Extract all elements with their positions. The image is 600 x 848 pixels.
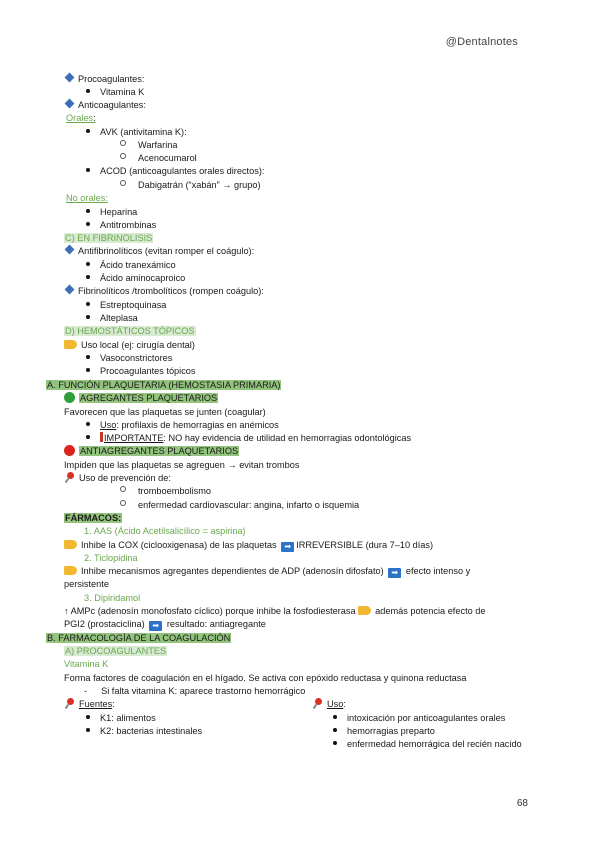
subheading	[64, 392, 218, 404]
paragraph: Favorecen que las plaquetas se junten (coagular)	[64, 407, 266, 417]
list-item	[333, 712, 505, 724]
heading-text: C) EN FIBRINOLISIS	[65, 233, 153, 243]
paragraph: Impiden que las plaquetas se agreguen → evitan trombos	[64, 460, 300, 470]
pushpin-icon	[312, 698, 323, 709]
list-item	[64, 539, 433, 552]
item-text: enfermedad hemorrágica del recién nacido	[347, 739, 522, 749]
section-heading	[46, 632, 231, 644]
list-heading: Fuentes:	[64, 698, 115, 710]
item-text: Inhibe mecanismos agregantes dependientes de ADP (adenosín difosfato)	[81, 566, 384, 576]
list-item	[86, 219, 156, 231]
list-item	[120, 179, 261, 191]
item-text: Ácido tranexámico	[100, 260, 176, 270]
bullet-icon	[86, 435, 90, 439]
circle-bullet-icon	[120, 500, 126, 506]
heading-text: A. FUNCIÓN PLAQUETARIA (HEMOSTASIA PRIMARIA)	[47, 380, 281, 390]
list-item	[120, 152, 197, 164]
right-arrow-icon: ➡	[149, 621, 162, 631]
list-item	[64, 472, 171, 484]
list-item	[120, 499, 359, 511]
circle-bullet-icon	[120, 486, 126, 492]
item-label: IMPORTANTE	[104, 433, 164, 443]
page-number: 68	[516, 798, 528, 809]
list-item	[86, 365, 196, 377]
list-item	[333, 725, 435, 737]
circle-bullet-icon	[120, 153, 126, 159]
item-text: Procoagulantes tópicos	[100, 366, 196, 376]
item-text: Orales	[66, 113, 94, 123]
list-item	[86, 299, 166, 311]
bullet-icon	[86, 728, 90, 732]
diamond-bullet-icon	[65, 245, 75, 255]
item-text: Dabigatrán (“xabán” → grupo)	[138, 180, 261, 190]
pointing-hand-icon	[358, 606, 371, 615]
list-item	[86, 126, 187, 138]
heading-text: ANTIAGREGANTES PLAQUETARIOS	[80, 446, 239, 456]
heading-text: FÁRMACOS:	[65, 513, 122, 523]
bullet-icon	[86, 168, 90, 172]
pointing-hand-icon	[64, 340, 77, 349]
heading-text: B. FARMACOLOGÍA DE LA COAGULACIÓN	[47, 633, 231, 643]
subheading-orales: Orales:	[66, 113, 96, 123]
bullet-icon	[86, 89, 90, 93]
heading-text: A) PROCOAGULANTES	[65, 646, 167, 656]
list-item	[333, 738, 522, 750]
item-text: ↑ AMPc (adenosín monofosfato cíclico) porque inhibe la fosfodiesterasa	[64, 606, 356, 616]
diamond-bullet-icon	[65, 285, 75, 295]
circle-bullet-icon	[120, 140, 126, 146]
item-text: Procoagulantes:	[78, 74, 145, 84]
item-text: Ácido aminocaproico	[100, 273, 186, 283]
heading-text: AGREGANTES PLAQUETARIOS	[80, 393, 218, 403]
list-item	[86, 165, 264, 177]
bullet-icon	[86, 368, 90, 372]
list-item	[66, 245, 254, 257]
item-label: Uso	[100, 420, 117, 430]
header-handle: @Dentalnotes	[445, 36, 518, 48]
item-text: Estreptoquinasa	[100, 300, 167, 310]
item-text: Warfarina	[138, 140, 178, 150]
bullet-icon	[86, 262, 90, 266]
list-item	[86, 725, 202, 737]
list-item	[84, 685, 305, 697]
item-text: PGI2 (prostaciclina)	[64, 619, 145, 629]
item-text: Alteplasa	[100, 313, 138, 323]
right-arrow-icon: ➡	[281, 542, 294, 552]
item-text: K2: bacterias intestinales	[100, 726, 203, 736]
heading-text: D) HEMOSTÁTICOS TÓPICOS	[65, 326, 195, 336]
bullet-icon	[86, 302, 90, 306]
item-text: tromboembolismo	[138, 486, 212, 496]
subheading-no-orales: No orales:	[66, 193, 108, 203]
subheading	[64, 512, 122, 524]
bullet-icon	[86, 275, 90, 279]
green-circle-icon	[64, 392, 75, 403]
section-heading	[64, 232, 153, 244]
item-text: ACOD (anticoagulantes orales directos):	[100, 166, 265, 176]
list-item	[120, 139, 177, 151]
list-item	[66, 285, 264, 297]
pointing-hand-icon	[64, 540, 77, 549]
item-text: Inhibe la COX (ciclooxigenasa) de las plaquetas	[81, 540, 277, 550]
item-text: Acenocumarol	[138, 153, 197, 163]
item-text: Uso local (ej: cirugía dental)	[81, 340, 195, 350]
item-text: Fibrinolíticos /trombolíticos (rompen coágulo):	[78, 286, 264, 296]
bullet-icon	[86, 222, 90, 226]
list-item	[86, 432, 411, 444]
list-item	[66, 99, 146, 111]
diamond-bullet-icon	[65, 99, 75, 109]
item-text: Anticoagulantes:	[78, 100, 146, 110]
section-heading	[46, 379, 281, 391]
item-text: : profilaxis de hemorragias en anémicos	[116, 420, 279, 430]
exclamation-icon	[100, 432, 103, 442]
dash-bullet-icon: -	[84, 686, 88, 696]
item-text: Antitrombinas	[100, 220, 157, 230]
bullet-icon	[86, 209, 90, 213]
item-text: hemorragias preparto	[347, 726, 435, 736]
item-text: Heparina	[100, 207, 138, 217]
right-arrow-icon: ➡	[388, 568, 401, 578]
item-text: Si falta vitamina K: aparece trastorno hemorrágico	[101, 686, 306, 696]
bullet-icon	[86, 422, 90, 426]
item-text: enfermedad cardiovascular: angina, infarto o isquemia	[138, 500, 360, 510]
item-text: Vitamina K	[100, 87, 145, 97]
drug-heading: 3. Dipiridamol	[84, 593, 141, 603]
item-label: Fuentes	[79, 699, 113, 709]
pushpin-icon	[64, 472, 75, 483]
bullet-icon	[86, 315, 90, 319]
paragraph: persistente	[64, 579, 109, 589]
list-item	[86, 712, 156, 724]
bullet-icon	[86, 355, 90, 359]
list-item	[86, 259, 176, 271]
diamond-bullet-icon	[65, 73, 75, 83]
pointing-hand-icon	[64, 566, 77, 575]
list-item	[64, 565, 470, 578]
list-item	[86, 352, 172, 364]
item-text: además potencia efecto de	[375, 606, 486, 616]
item-label: Uso	[327, 699, 344, 709]
bullet-icon	[333, 715, 337, 719]
bullet-icon	[333, 741, 337, 745]
list-item	[66, 73, 144, 85]
drug-heading: 2. Ticlopidina	[84, 553, 138, 563]
item-text: Vasoconstrictores	[100, 353, 173, 363]
list-item	[86, 419, 279, 431]
item-text: : NO hay evidencia de utilidad en hemorragias odontológicas	[163, 433, 412, 443]
item-text: resultado: antiagregante	[166, 619, 266, 629]
subheading: Vitamina K	[64, 659, 109, 669]
section-heading	[64, 645, 167, 657]
item-text: Antifibrinolíticos (evitan romper el coágulo):	[78, 246, 255, 256]
paragraph: Forma factores de coagulación en el hígado. Se activa con epóxido reductasa y quinona reductasa	[64, 673, 467, 683]
pushpin-icon	[64, 698, 75, 709]
list-item	[86, 206, 137, 218]
item-text: K1: alimentos	[100, 713, 156, 723]
item-text: efecto intenso y	[405, 566, 471, 576]
list-item	[64, 339, 195, 351]
drug-heading: 1. AAS (Ácido Acetilsalicílico = aspirina)	[84, 526, 246, 536]
list-item	[86, 312, 138, 324]
bullet-icon	[333, 728, 337, 732]
bullet-icon	[86, 715, 90, 719]
subheading	[64, 445, 239, 457]
paragraph	[64, 605, 486, 617]
circle-bullet-icon	[120, 180, 126, 186]
section-heading	[64, 325, 196, 337]
list-item	[86, 272, 185, 284]
list-heading: Uso:	[312, 698, 346, 710]
bullet-icon	[86, 129, 90, 133]
item-text: intoxicación por anticoagulantes orales	[347, 713, 506, 723]
item-text: AVK (antivitamina K):	[100, 127, 187, 137]
red-circle-icon	[64, 445, 75, 456]
list-item	[86, 86, 144, 98]
item-text: Uso de prevención de:	[79, 473, 171, 483]
list-item	[120, 485, 211, 497]
paragraph	[64, 618, 266, 631]
item-text: IRREVERSIBLE (dura 7–10 días)	[296, 540, 434, 550]
